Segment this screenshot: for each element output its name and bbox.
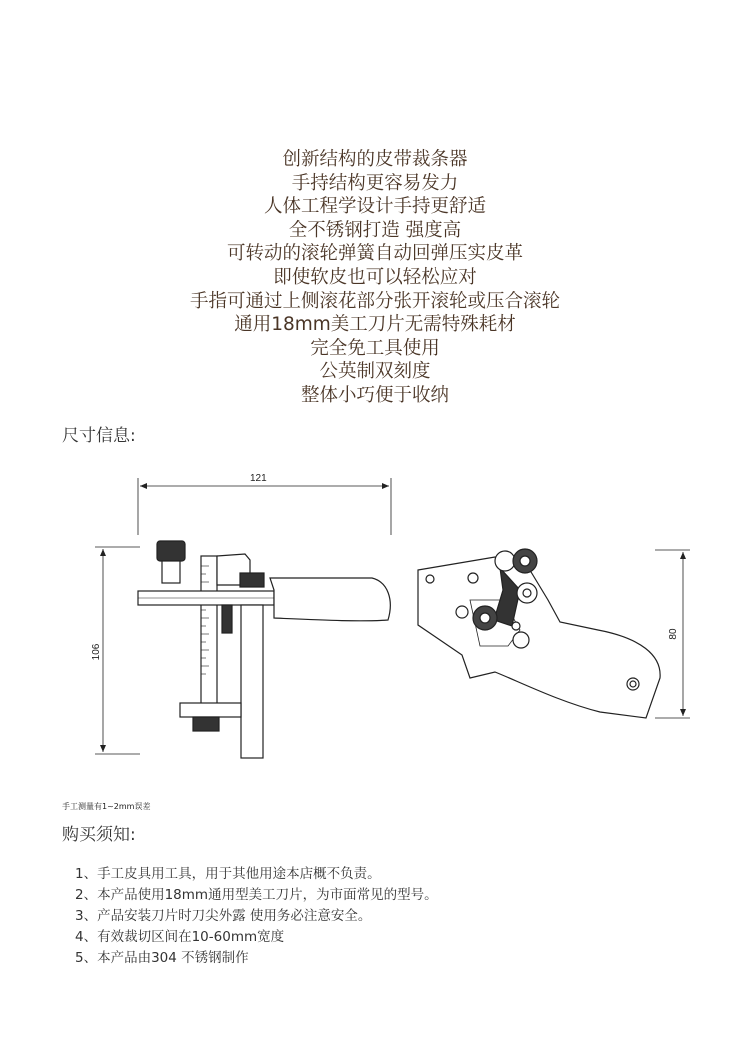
feature-item: 创新结构的皮带裁条器 xyxy=(282,149,468,170)
feature-item: 整体小巧便于收纳 xyxy=(300,384,449,406)
size-section-title: 尺寸信息: xyxy=(62,426,136,446)
dimension-drawing xyxy=(0,450,750,790)
notice-item: 5、本产品由304 不锈钢制作 xyxy=(75,950,249,966)
feature-item: 全不锈钢打造 强度高 xyxy=(288,219,462,241)
notice-item: 2、本产品使用18mm通用型美工刀片，为市面常见的型号。 xyxy=(75,887,438,903)
side-height-dimension xyxy=(91,547,140,754)
grip-height-dimension xyxy=(655,550,690,718)
feature-item: 完全免工具使用 xyxy=(310,337,440,359)
grip-height-label: 80 xyxy=(668,628,679,640)
notice-item: 4、有效裁切区间在10-60mm宽度 xyxy=(75,929,285,945)
side-view-drawing xyxy=(138,541,390,758)
notice-section-title: 购买须知: xyxy=(62,825,136,845)
feature-item: 人体工程学设计手持更舒适 xyxy=(263,196,486,218)
width-dimension-label: 121 xyxy=(250,473,267,484)
measurement-note: 手工测量有1~2mm误差 xyxy=(62,802,151,811)
notice-list xyxy=(75,864,438,969)
feature-list xyxy=(0,148,750,408)
front-view-drawing xyxy=(418,549,660,718)
notice-item: 1、手工皮具用工具，用于其他用途本店概不负责。 xyxy=(75,866,381,882)
width-dimension xyxy=(138,473,391,535)
feature-item: 通用18mm美工刀片无需特殊耗材 xyxy=(234,314,516,336)
feature-item: 手持结构更容易发力 xyxy=(291,172,459,194)
feature-item: 公英制双刻度 xyxy=(319,361,431,383)
feature-item: 手指可通过上侧滚花部分张开滚轮或压合滚轮 xyxy=(189,290,560,312)
side-height-label: 106 xyxy=(91,643,102,661)
feature-item: 即使软皮也可以轻松应对 xyxy=(273,266,477,288)
notice-item: 3、产品安装刀片时刀尖外露 使用务必注意安全。 xyxy=(75,908,372,924)
feature-item: 可转动的滚轮弹簧自动回弹压实皮革 xyxy=(226,243,523,265)
